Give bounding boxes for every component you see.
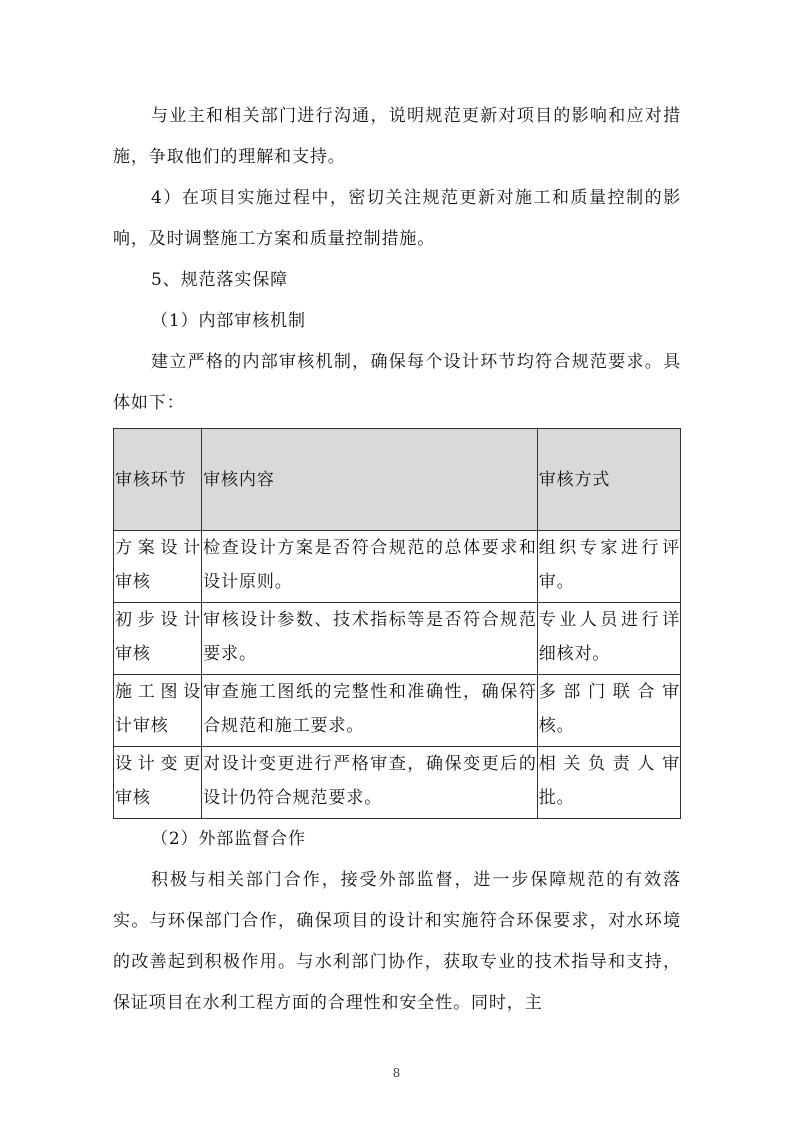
page-number: 8 [392,1066,401,1080]
table-row [114,531,681,603]
table-cell: 初步设计审核 [114,603,202,675]
table-cell: 相关负责人审批。 [537,747,680,819]
table-row [114,675,681,747]
table-header-cell: 审核内容 [202,429,538,531]
paragraph-item-4: 4）在项目实施过程中，密切关注规范更新对施工和质量控制的影响，及时调整施工方案和质量控制措施。 [113,188,681,249]
section-heading-5: 5、规范落实保障 [151,270,289,290]
table-cell: 施工图设计审核 [114,675,202,747]
subsection-heading-1: （1）内部审核机制 [151,311,306,331]
table-row [114,603,681,675]
table-header-cell: 审核环节 [114,429,202,531]
table-cell: 方案设计审核 [114,531,202,603]
table-cell: 多部门联合审核。 [537,675,680,747]
table-header-cell: 审核方式 [537,429,680,531]
table-cell: 对设计变更进行严格审查，确保变更后的设计仍符合规范要求。 [202,747,538,819]
table-cell: 审核设计参数、技术指标等是否符合规范要求。 [202,603,538,675]
table-cell: 专业人员进行详细核对。 [537,603,680,675]
paragraph-external-supervision: 积极与相关部门合作，接受外部监督，进一步保障规范的有效落实。与环保部门合作，确保项目的设计和实施符合环保要求，对水环境的改善起到积极作用。与水利部门协作，获取专业的技术指导和支持，保证项目在水利工程方面的合理性和安全性。同时，主 [113,870,681,1013]
table-header-row [114,429,681,531]
subsection-heading-2: （2）外部监督合作 [151,829,306,849]
table-cell: 组织专家进行评审。 [537,531,680,603]
page-content [113,96,681,1024]
paragraph-communication: 与业主和相关部门进行沟通，说明规范更新对项目的影响和应对措施，争取他们的理解和支持。 [113,106,681,167]
review-table [113,428,681,819]
table-cell: 设计变更审核 [114,747,202,819]
table-cell: 检查设计方案是否符合规范的总体要求和设计原则。 [202,531,538,603]
table-cell: 审查施工图纸的完整性和准确性，确保符合规范和施工要求。 [202,675,538,747]
table-row [114,747,681,819]
paragraph-internal-review: 建立严格的内部审核机制，确保每个设计环节均符合规范要求。具体如下： [113,352,681,413]
